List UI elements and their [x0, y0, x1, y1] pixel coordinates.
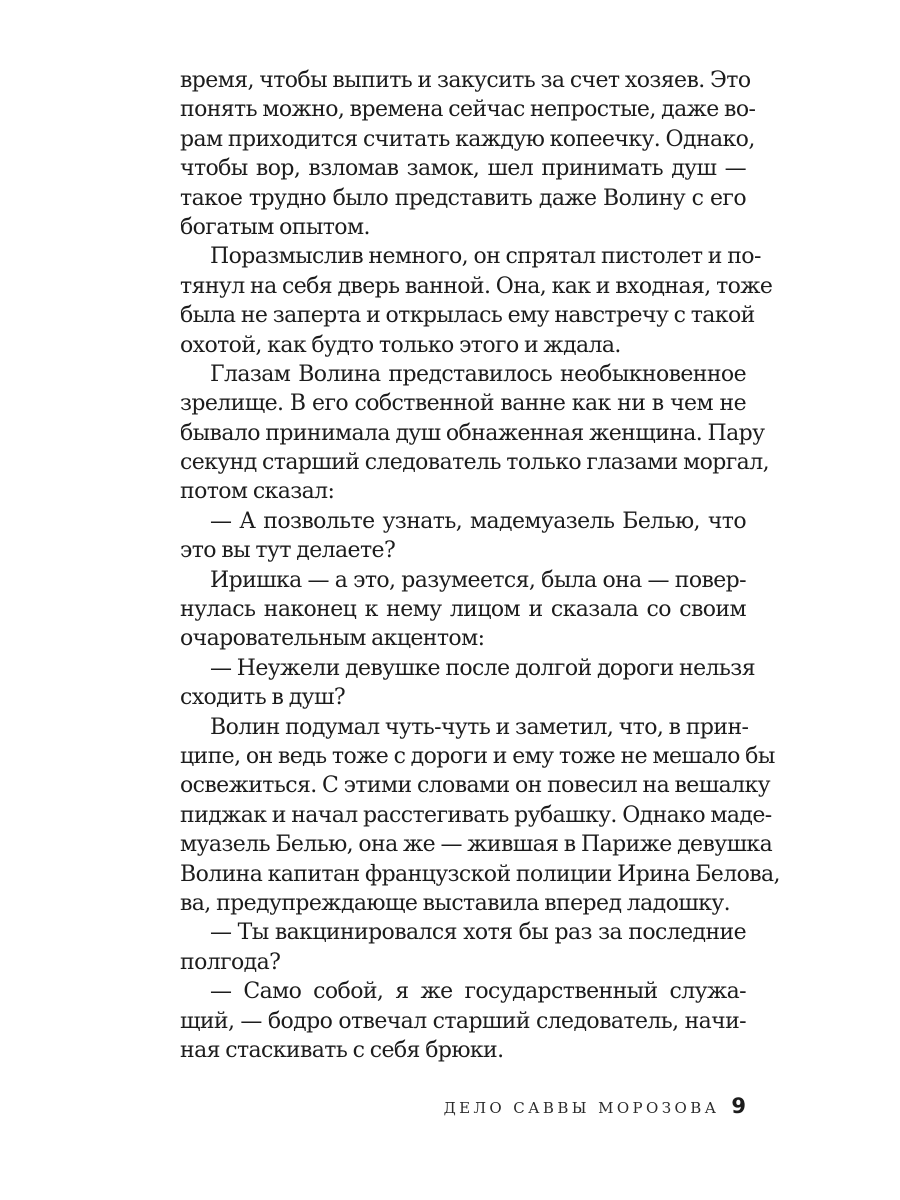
text-line: — А позвольте узнать, мадемуазель Белью, что: [210, 508, 746, 534]
page-footer: [444, 1094, 746, 1118]
text-line: — Неужели девушке после долгой дороги нельзя: [210, 655, 755, 681]
text-line: полгода?: [180, 949, 281, 975]
text-line: Поразмыслив немного, он спрятал пистолет и по-: [210, 244, 761, 270]
text-line: рам приходится считать каждую копеечку. Однако,: [180, 126, 755, 152]
text-line: чтобы вор, взломав замок, шел принимать душ —: [180, 156, 746, 182]
text-line: сходить в душ?: [180, 685, 346, 711]
text-line: Иришка — а это, разумеется, была она — повер-: [210, 567, 746, 593]
text-line: Волина капитан французской полиции Ирина Белова,: [180, 861, 780, 887]
text-line: нулась наконец к нему лицом и сказала со своим: [180, 597, 746, 623]
text-line: время, чтобы выпить и закусить за счет хозяев. Это: [180, 68, 751, 93]
text-line: ная стаскивать с себя брюки.: [180, 1037, 504, 1063]
text-line: — Ты вакцинировался хотя бы раз за последние: [210, 920, 746, 946]
text-line: очаровательным акцентом:: [180, 626, 485, 652]
text-line: такое трудно было представить даже Волину с его: [180, 185, 746, 211]
text-line: Глазам Волина представилось необыкновенное: [210, 361, 746, 387]
text-line: щий, — бодро отвечал старший следователь, начи-: [180, 1008, 746, 1034]
text-line: была не заперта и открылась ему навстречу с такой: [180, 303, 755, 329]
text-line: ва, предупреждающе выставила вперед ладошку.: [180, 890, 731, 916]
text-line: освежиться. С этими словами он повесил на вешалку: [180, 773, 770, 799]
text-line: это вы тут делаете?: [180, 538, 396, 564]
text-line: секунд старший следователь только глазами моргал,: [180, 450, 769, 476]
text-line: богатым опытом.: [180, 214, 370, 240]
text-line: тянул на себя дверь ванной. Она, как и входная, тоже: [180, 273, 773, 299]
text-line: ципе, он ведь тоже с дороги и ему тоже не мешало бы: [180, 743, 775, 769]
text-line: зрелище. В его собственной ванне как ни в чем не: [180, 391, 746, 417]
text-line: пиджак и начал расстегивать рубашку. Однако маде-: [180, 802, 772, 828]
page-number: 9: [731, 1094, 746, 1118]
text-line: Волин подумал чуть-чуть и заметил, что, в прин-: [210, 714, 749, 740]
text-line: — Само собой, я же государственный служа-: [210, 979, 746, 1005]
text-line: бывало принимала душ обнаженная женщина. Пару: [180, 420, 765, 446]
text-line: охотой, как будто только этого и ждала.: [180, 332, 621, 358]
text-line: понять можно, времена сейчас непростые, даже во-: [180, 97, 756, 123]
text-line: потом сказал:: [180, 479, 335, 505]
body-text: [180, 66, 780, 1065]
running-title: ДЕЛО САВВЫ МОРОЗОВА: [443, 1099, 720, 1117]
text-line: муазель Белью, она же — жившая в Париже девушка: [180, 832, 773, 858]
